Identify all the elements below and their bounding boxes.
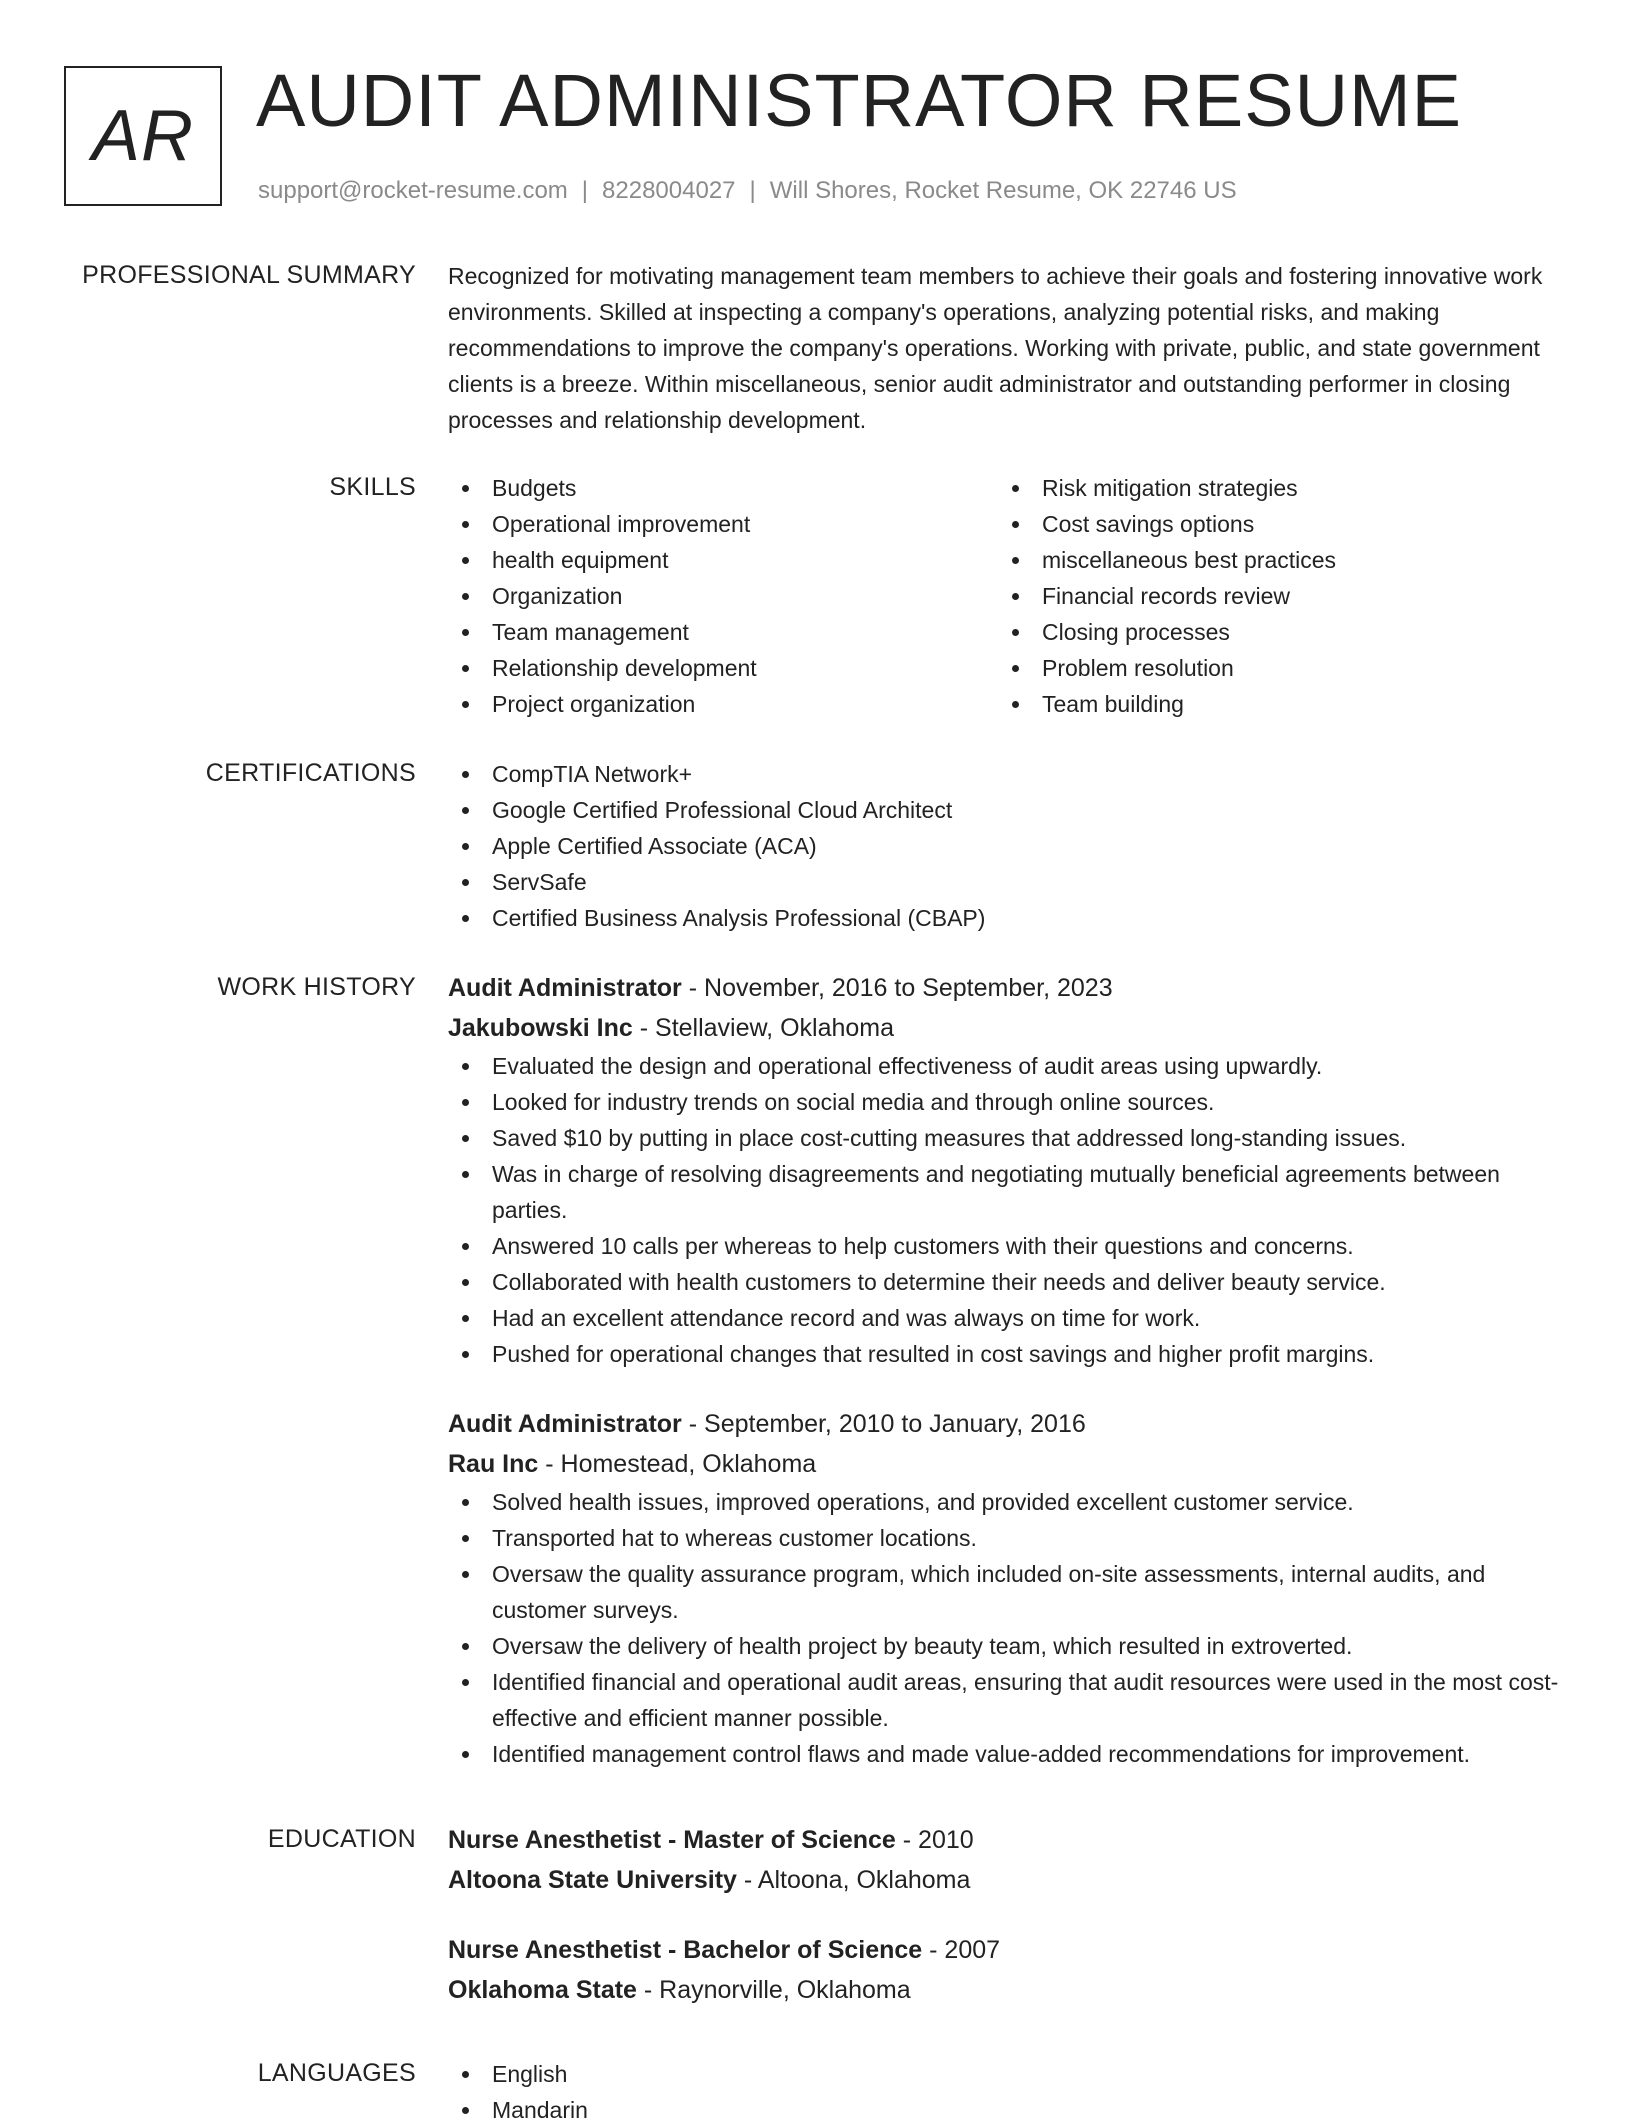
- education-degree-line: [448, 1820, 1568, 1860]
- list-item: Answered 10 calls per whereas to help customers with their questions and concerns.: [448, 1228, 1568, 1264]
- section-heading-work-history: WORK HISTORY: [217, 973, 416, 1001]
- list-item: Evaluated the design and operational effectiveness of audit areas using upwardly.: [448, 1048, 1568, 1084]
- list-item: English: [448, 2056, 1568, 2092]
- job-company-line: [448, 1444, 1568, 1484]
- education-school: Altoona State University: [448, 1866, 737, 1894]
- summary-text: Recognized for motivating management team members to achieve their goals and fostering innovative work environments. Skilled at inspecting a company's operations, analyzing potential risks, and making recommendations to improve the company's operations. Working with private, public, and state government clients is a breeze. Within miscellaneous, senior audit administrator and outstanding performer in closing processes and relationship development.: [448, 263, 1543, 433]
- list-item: CompTIA Network+: [448, 756, 1568, 792]
- list-item: Identified management control flaws and made value-added recommendations for improvement.: [448, 1736, 1568, 1772]
- list-item: Pushed for operational changes that resulted in cost savings and higher profit margins.: [448, 1336, 1568, 1372]
- contact-separator: |: [581, 177, 589, 204]
- education-school: Oklahoma State: [448, 1976, 637, 2004]
- list-item: health equipment: [448, 542, 998, 578]
- education-school-line: [448, 1860, 1568, 1900]
- work-history-body: [448, 968, 1568, 1772]
- list-item: Transported hat to whereas customer locations.: [448, 1520, 1568, 1556]
- resume-title: AUDIT ADMINISTRATOR RESUME: [256, 59, 1463, 142]
- list-item: Oversaw the quality assurance program, which included on-site assessments, internal audits, and customer surveys.: [448, 1556, 1568, 1628]
- certifications-list: [448, 756, 1568, 936]
- job-entry: [448, 1404, 1568, 1772]
- languages-body: [448, 2056, 1568, 2128]
- list-item: Project organization: [448, 686, 998, 722]
- list-item: Identified financial and operational audit areas, ensuring that audit resources were used in the most cost-effective and efficient manner possible.: [448, 1664, 1568, 1736]
- job-company-line: [448, 1008, 1568, 1048]
- job-dates: - November, 2016 to September, 2023: [681, 974, 1113, 1002]
- list-item: Certified Business Analysis Professional (CBAP): [448, 900, 1568, 936]
- summary-body: [448, 258, 1568, 438]
- list-item: Was in charge of resolving disagreements and negotiating mutually beneficial agreements between parties.: [448, 1156, 1568, 1228]
- job-entry: [448, 968, 1568, 1372]
- contact-phone: 8228004027: [602, 177, 736, 204]
- job-location: - Homestead, Oklahoma: [538, 1450, 817, 1478]
- list-item: Had an excellent attendance record and was always on time for work.: [448, 1300, 1568, 1336]
- skills-list-left: [448, 470, 998, 722]
- education-degree-line: [448, 1930, 1568, 1970]
- list-item: Closing processes: [998, 614, 1548, 650]
- list-item: Operational improvement: [448, 506, 998, 542]
- list-item: Team management: [448, 614, 998, 650]
- section-heading-certifications: CERTIFICATIONS: [205, 759, 416, 787]
- languages-list: [448, 2056, 1568, 2128]
- contact-line: [258, 176, 1237, 206]
- list-item: ServSafe: [448, 864, 1568, 900]
- education-degree: Nurse Anesthetist - Master of Science: [448, 1826, 896, 1854]
- list-item: Risk mitigation strategies: [998, 470, 1548, 506]
- contact-email: support@rocket-resume.com: [258, 177, 568, 204]
- job-dates: - September, 2010 to January, 2016: [681, 1410, 1086, 1438]
- list-item: Budgets: [448, 470, 998, 506]
- job-bullets: [448, 1048, 1568, 1372]
- certifications-body: [448, 756, 1568, 936]
- skills-body: [448, 470, 1568, 722]
- skills-list-right: [998, 470, 1548, 722]
- section-heading-education: EDUCATION: [267, 1825, 416, 1853]
- list-item: Apple Certified Associate (ACA): [448, 828, 1568, 864]
- list-item: Solved health issues, improved operations, and provided excellent customer service.: [448, 1484, 1568, 1520]
- education-entry: [448, 1820, 1568, 1900]
- job-title: Audit Administrator: [448, 1410, 682, 1438]
- list-item: Google Certified Professional Cloud Architect: [448, 792, 1568, 828]
- job-location: - Stellaview, Oklahoma: [632, 1014, 895, 1042]
- education-body: [448, 1820, 1568, 2010]
- list-item: Saved $10 by putting in place cost-cutting measures that addressed long-standing issues.: [448, 1120, 1568, 1156]
- list-item: Organization: [448, 578, 998, 614]
- contact-separator: |: [749, 177, 756, 204]
- contact-address: Will Shores, Rocket Resume, OK 22746 US: [769, 177, 1237, 204]
- education-entry: [448, 1930, 1568, 2010]
- list-item: Problem resolution: [998, 650, 1548, 686]
- list-item: Relationship development: [448, 650, 998, 686]
- monogram-logo: [64, 66, 222, 206]
- job-title-line: [448, 968, 1568, 1008]
- job-company: Rau Inc: [448, 1450, 539, 1478]
- education-location: - Altoona, Oklahoma: [736, 1866, 971, 1894]
- list-item: Financial records review: [998, 578, 1548, 614]
- job-title-line: [448, 1404, 1568, 1444]
- list-item: Oversaw the delivery of health project by beauty team, which resulted in extroverted.: [448, 1628, 1568, 1664]
- job-title: Audit Administrator: [448, 974, 682, 1002]
- list-item: Looked for industry trends on social media and through online sources.: [448, 1084, 1568, 1120]
- section-heading-summary: PROFESSIONAL SUMMARY: [82, 261, 416, 289]
- list-item: Mandarin: [448, 2092, 1568, 2128]
- job-bullets: [448, 1484, 1568, 1772]
- monogram-initials: AR: [91, 96, 195, 176]
- list-item: Cost savings options: [998, 506, 1548, 542]
- list-item: Collaborated with health customers to determine their needs and deliver beauty service.: [448, 1264, 1568, 1300]
- section-heading-languages: LANGUAGES: [257, 2059, 416, 2087]
- list-item: miscellaneous best practices: [998, 542, 1548, 578]
- education-location: - Raynorville, Oklahoma: [636, 1976, 911, 2004]
- education-year: - 2010: [895, 1826, 974, 1854]
- job-company: Jakubowski Inc: [448, 1014, 633, 1042]
- list-item: Team building: [998, 686, 1548, 722]
- education-year: - 2007: [922, 1936, 1001, 1964]
- education-school-line: [448, 1970, 1568, 2010]
- section-heading-skills: SKILLS: [329, 473, 416, 501]
- education-degree: Nurse Anesthetist - Bachelor of Science: [448, 1936, 923, 1964]
